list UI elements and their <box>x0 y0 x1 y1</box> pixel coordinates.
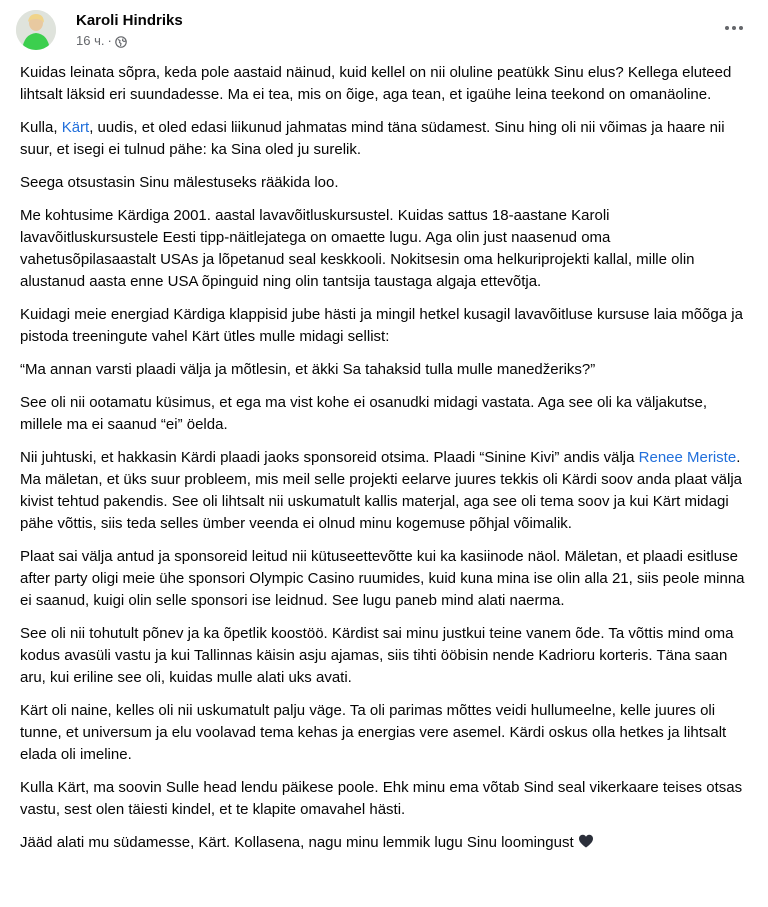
mention-link-renee-meriste[interactable]: Renee Meriste <box>638 449 737 466</box>
paragraph <box>20 117 748 161</box>
paragraph: Plaat sai välja antud ja sponsoreid leitud nii kütuseettevõtte kui ka kasiinode näol. Mäletan, et plaadi esitluse after party oligi meie ühe sponsori Olympic Casino ruumides, kuid kuna mina ise olin alla 21, siis peole minna ei saanud, kuigi olin selle sponsori ise leidnud. See lugu paneb mind alati naerma. <box>20 548 745 609</box>
paragraph <box>20 832 748 854</box>
paragraph: See oli nii tohutult põnev ja ka õpetlik koostöö. Kärdist sai minu justkui teine vanem õde. Ta võttis mind oma kodus avasüli vastu ja kui Tallinnas käisin asju ajamas, siis tihti ööbisin nende Kadrioru korteris. Täna saan aru, kui eriline see oli, kuidas mulle alati uks avati. <box>20 625 734 686</box>
paragraph-text: , uudis, et oled edasi liikunud jahmatas mind täna südamest. Sinu hing oli nii võimas ja haare nii suur, et isegi ei tulnud pähe: ka Sina oled ju surelik. <box>20 119 725 158</box>
paragraph-text: Kulla, <box>20 119 62 136</box>
author-block <box>76 11 183 50</box>
post-header <box>16 10 752 58</box>
meta-separator: · <box>107 33 112 48</box>
post-body <box>20 62 748 865</box>
avatar-photo <box>16 10 56 50</box>
avatar[interactable] <box>16 10 56 50</box>
author-name[interactable]: Karoli Hindriks <box>76 12 183 29</box>
paragraph: See oli nii ootamatu küsimus, et ega ma vist kohe ei osanudki midagi vastata. Aga see oli ka väljakutse, millele ma ei saanud “ei” öelda. <box>20 394 708 433</box>
paragraph-text: . Ma mäletan, et üks suur probleem, mis meil selle projekti eelarve juures tekkis oli Kärdi soov anda plaat välja kivist tehtud pakendis. See oli lihtsalt nii uskumatult kallis materjal, aga see oli tema soov ja kui Kärt midagi pähe võttis, siis teda selles ümber veenda ei olnud minu kogemuse põhjal võimalik. <box>20 449 742 532</box>
paragraph: Kärt oli naine, kelles oli nii uskumatult palju väge. Ta oli parimas mõttes veidi hullumeelne, kelle juures oli tunne, et universum ja elu voolavad tema kehas ja energias vere asemel. Kärdi oskus olla hetkes ja lihtsalt elada oli imeline. <box>20 702 727 763</box>
post-time[interactable]: 16 ч. <box>76 33 105 48</box>
paragraph <box>20 447 748 535</box>
paragraph: Me kohtusime Kärdiga 2001. aastal lavavõitluskursustel. Kuidas sattus 18-aastane Karoli lavavõitluskursustele Eesti tipp-näitlejatega on omaette lugu. Aga olin just naasenud oma vahetusõpilasaastalt USAs ja lõpetanud seal keskkooli. Nokitsesin oma helkuriprojekti kallal, mille olin alustanud aasta enne USA õpinguid ning olin tantsija taustaga algaja ettevõtja. <box>20 207 695 290</box>
paragraph-text: Jääd alati mu südamesse, Kärt. Kollasena, nagu minu lemmik lugu Sinu loomingust <box>20 834 574 851</box>
mention-link-kart[interactable]: Kärt <box>61 119 90 136</box>
paragraph: Kulla Kärt, ma soovin Sulle head lendu päikese poole. Ehk minu ema võtab Sind seal vikerkaare teises otsas vastu, sest olen täiesti kindel, et te klapite omavahel hästi. <box>20 779 743 818</box>
more-horizontal-icon <box>724 25 744 31</box>
globe-icon[interactable] <box>115 35 127 47</box>
black-heart-icon <box>578 833 594 849</box>
paragraph-text: Nii juhtuski, et hakkasin Kärdi plaadi jaoks sponsoreid otsima. Plaadi “Sinine Kivi” andis välja <box>20 449 639 466</box>
paragraph: “Ma annan varsti plaadi välja ja mõtlesin, et äkki Sa tahaksid tulla mulle manedžeriks?” <box>20 361 596 378</box>
paragraph: Seega otsustasin Sinu mälestuseks rääkida loo. <box>20 174 339 191</box>
paragraph: Kuidagi meie energiad Kärdiga klappisid jube hästi ja mingil hetkel kusagil lavavõitluse kursuse laia mõõga ja pistoda treeningute vahel Kärt ütles mulle midagi sellist: <box>20 306 743 345</box>
more-options-button[interactable] <box>716 14 752 42</box>
paragraph: Kuidas leinata sõpra, keda pole aastaid näinud, kuid kellel on nii oluline peatükk Sinu elus? Kellega eluteed lihtsalt läksid eri suundadesse. Ma ei tea, mis on õige, aga tean, et igaühe leina teekond on omanäoline. <box>20 64 732 103</box>
post-meta <box>76 32 183 50</box>
